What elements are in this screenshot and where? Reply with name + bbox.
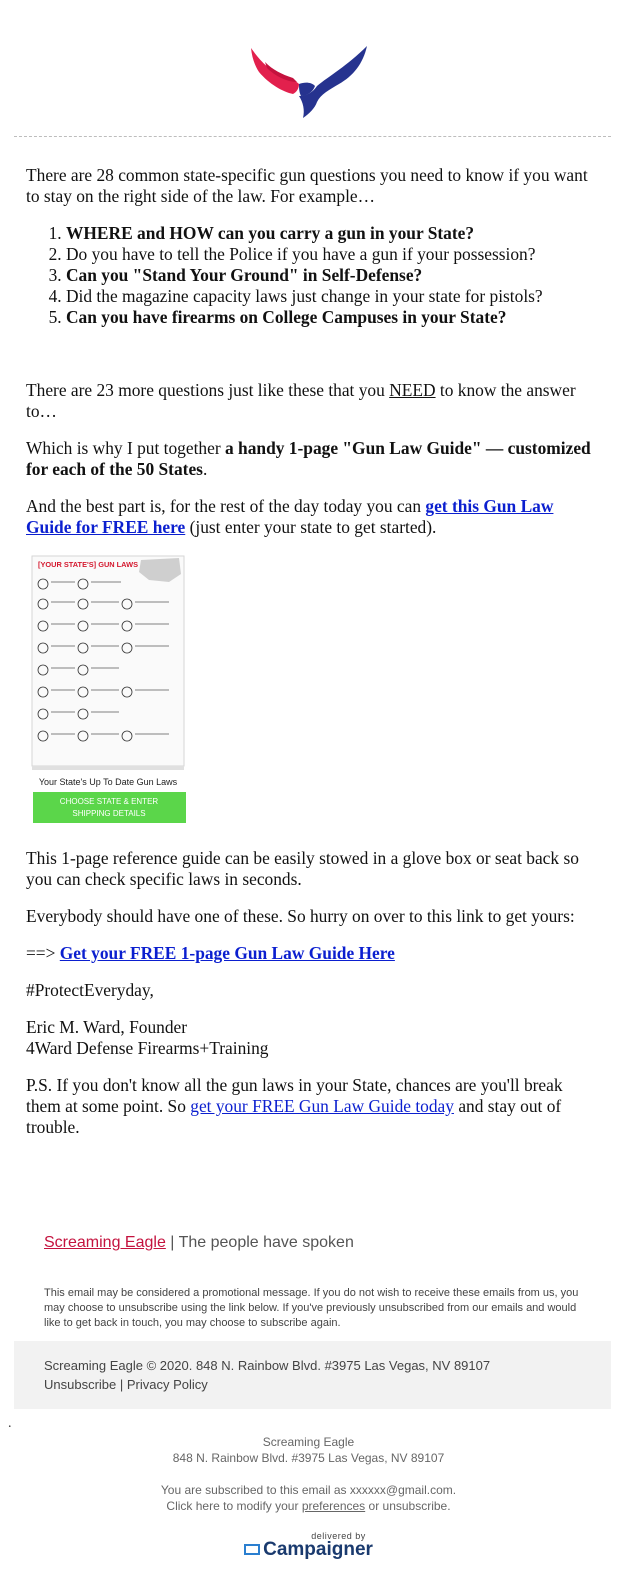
envelope-icon <box>244 1544 260 1555</box>
guide-header-text: [YOUR STATE'S] GUN LAWS <box>38 560 139 569</box>
email-body <box>26 165 601 1154</box>
stow-paragraph: This 1-page reference guide can be easily stowed in a glove box or seat back so you can check specific laws in seconds. <box>26 848 579 889</box>
signature: Eric M. Ward, Founder 4Ward Defense Firearms+Training <box>26 1017 269 1058</box>
org-address: 848 N. Rainbow Blvd. #3975 Las Vegas, NV 89107 <box>172 1451 445 1465</box>
disclaimer: This email may be considered a promotional message. If you do not wish to receive these emails from us, you may choose to unsubscribe using the link below. If you've previously unsubscribed from our emails and would like to get back in touch, you may choose to subscribe again. <box>44 1287 579 1329</box>
list-item: 1. WHERE and HOW can you carry a gun in your State? <box>66 223 601 244</box>
free-guide-link-2[interactable]: Get your FREE 1-page Gun Law Guide Here <box>59 943 395 963</box>
cta-paragraph: ==> Get your FREE 1-page Gun Law Guide Here <box>26 943 395 963</box>
preferences-link[interactable]: preferences <box>301 1499 366 1513</box>
ps-guide-link[interactable]: get your FREE Gun Law Guide today <box>190 1096 454 1116</box>
hashtag: #ProtectEveryday, <box>26 980 154 1000</box>
everybody-paragraph: Everybody should have one of these. So hurry on over to this link to get yours: <box>26 906 575 926</box>
list-item: 2. Do you have to tell the Police if you have a gun if your possession? <box>66 244 601 265</box>
stray-dot: . <box>8 1416 12 1431</box>
delivered-by: delivered by <box>311 1531 366 1541</box>
header-divider <box>14 136 611 137</box>
address-line: Screaming Eagle © 2020. 848 N. Rainbow Blvd. #3975 Las Vegas, NV 89107 <box>44 1358 491 1373</box>
org-name: Screaming Eagle <box>262 1435 355 1449</box>
list-item: 4. Did the magazine capacity laws just change in your state for pistols? <box>66 286 601 307</box>
free-guide-link[interactable]: get this Gun Law Guide for FREE here <box>26 496 554 537</box>
logo <box>0 40 617 126</box>
brand-link[interactable]: Screaming Eagle <box>44 1234 166 1251</box>
svg-text:CHOOSE STATE & ENTER: CHOOSE STATE & ENTER <box>59 797 159 806</box>
bottom-footer <box>0 1434 617 1514</box>
modify-line: Click here to modify your preferences or unsubscribe. <box>166 1499 451 1513</box>
guide-caption: Your State's Up To Date Gun Laws <box>38 777 178 787</box>
campaigner-logo[interactable] <box>0 1531 617 1561</box>
footer-links: Unsubscribe | Privacy Policy <box>44 1377 208 1392</box>
svg-text:SHIPPING DETAILS: SHIPPING DETAILS <box>72 809 146 818</box>
list-item: 3. Can you "Stand Your Ground" in Self-Defense? <box>66 265 601 286</box>
footer-brand: Screaming Eagle | The people have spoken <box>44 1234 354 1251</box>
gun-law-guide-image[interactable] <box>29 554 187 830</box>
address-box <box>14 1341 611 1409</box>
eagle-icon <box>247 40 371 120</box>
list-item: 5. Can you have firearms on College Campuses in your State? <box>66 307 601 328</box>
free-paragraph: And the best part is, for the rest of the day today you can get this Gun Law Guide for FREE here (just enter your state to get started). <box>26 496 554 537</box>
guide-paragraph: Which is why I put together a handy 1-page "Gun Law Guide" — customized for each of the 50 States. <box>26 438 591 479</box>
privacy-policy-link[interactable]: Privacy Policy <box>126 1377 208 1392</box>
intro-text: There are 28 common state-specific gun questions you need to know if you want to stay on the right side of the law. For example… <box>26 165 588 206</box>
questions-list <box>26 223 601 328</box>
campaigner-name: Campaigner <box>263 1539 373 1560</box>
unsubscribe-link[interactable]: Unsubscribe <box>44 1377 117 1392</box>
need-paragraph: There are 23 more questions just like these that you NEED to know the answer to… <box>26 380 576 421</box>
ps-paragraph: P.S. If you don't know all the gun laws in your State, chances are you'll break them at some point. So get your FREE Gun Law Guide today and stay out of trouble. <box>26 1075 563 1137</box>
subscribed-text: You are subscribed to this email as xxxxxx@gmail.com. <box>160 1483 457 1497</box>
